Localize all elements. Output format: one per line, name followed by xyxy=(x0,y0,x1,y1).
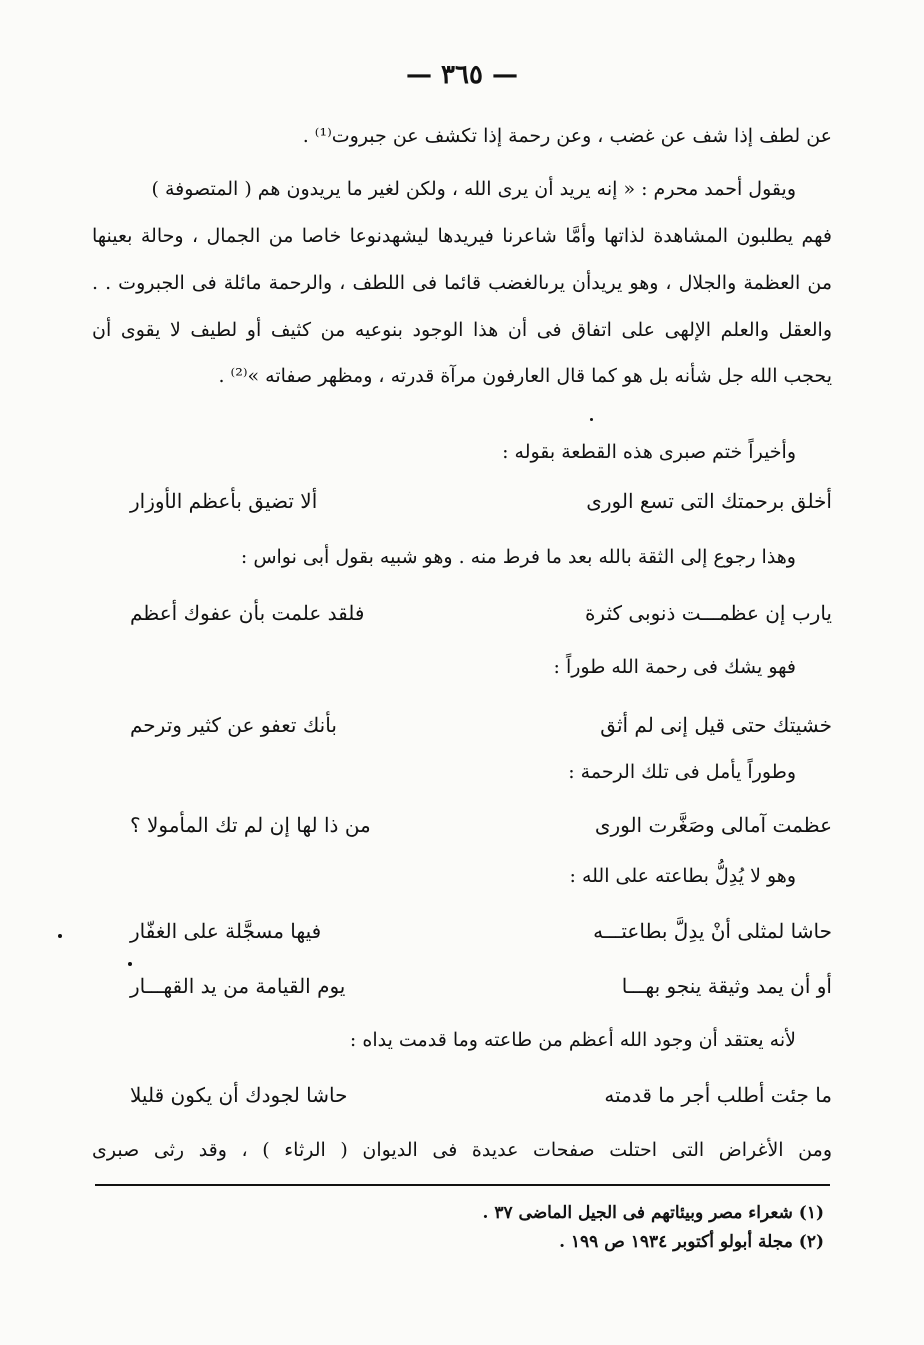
verse-second-hemistich: من ذا لها إن لم تك المأمولا ؟ xyxy=(130,813,371,837)
paragraph-line: ويقول أحمد محرم : « إنه يريد أن يرى الله ، ولكن لغير ما يريدون هم ( المتصوفة ) xyxy=(151,178,796,200)
verse-first-hemistich: حاشا لمثلى أنْ يدِلَّ بطاعتـــه xyxy=(593,919,832,943)
poem-verse xyxy=(130,484,832,518)
verse-intro: وهو لا يُدِلُّ بطاعته على الله : xyxy=(569,865,796,887)
verse-intro: وأخيراً ختم صبرى هذه القطعة بقوله : xyxy=(502,441,796,463)
paragraph-line: ومن الأغراض التى احتلت صفحات عديدة فى الديوان ( الرثاء ) ، وقد رثى صبرى xyxy=(92,1139,832,1161)
poem-verse xyxy=(130,969,832,1003)
paragraph-line: من العظمة والجلال ، وهو يريدأن يرىالغضب قائما فى اللطف ، والرحمة مائلة فى الجبروت . . xyxy=(92,272,832,294)
verse-first-hemistich: خشيتك حتى قيل إنى لم أثق xyxy=(600,713,832,737)
poem-verse xyxy=(130,596,832,630)
verse-second-hemistich: بأنك تعفو عن كثير وترحم xyxy=(130,713,337,737)
print-speck xyxy=(590,418,593,421)
verse-intro: وطوراً يأمل فى تلك الرحمة : xyxy=(568,761,796,783)
verse-intro: فهو يشك فى رحمة الله طوراً : xyxy=(553,656,796,678)
page-number: — ٣٦٥ — xyxy=(405,60,519,90)
footnote-divider xyxy=(95,1184,830,1186)
print-speck xyxy=(58,934,62,938)
verse-first-hemistich: أخلق برحمتك التى تسع الورى xyxy=(586,489,832,513)
footnote: (٢) مجلة أبولو أكتوبر ١٩٣٤ ص ١٩٩ . xyxy=(559,1232,824,1252)
poem-verse xyxy=(130,808,832,842)
verse-second-hemistich: يوم القيامة من يد القهـــار xyxy=(130,974,346,998)
footnote: (١) شعراء مصر وبيئاتهم فى الجيل الماضى ٣٧ . xyxy=(482,1203,824,1223)
verse-second-hemistich: ألا تضيق بأعظم الأوزار xyxy=(130,489,318,513)
poem-verse xyxy=(130,914,832,948)
verse-second-hemistich: فيها مسجَّلة على الغفّار xyxy=(130,919,322,943)
verse-first-hemistich: ما جئت أطلب أجر ما قدمته xyxy=(604,1083,832,1107)
paragraph-line: فهم يطلبون المشاهدة لذاتها وأمَّا شاعرنا فيريدها ليشهدنوعا خاصا من الجمال ، وحالة بعينها xyxy=(92,225,832,247)
poem-verse xyxy=(130,1078,832,1112)
verse-second-hemistich: فلقد علمت بأن عفوك أعظم xyxy=(130,601,365,625)
verse-first-hemistich: عظمت آمالى وصَغَّرت الورى xyxy=(594,813,832,837)
verse-first-hemistich: يارب إن عظمـــت ذنوبى كثرة xyxy=(584,601,832,625)
print-speck xyxy=(128,962,132,966)
paragraph-line: عن لطف إذا شف عن غضب ، وعن رحمة إذا تكشف عن جبروت⁽¹⁾ . xyxy=(302,125,832,147)
poem-verse xyxy=(130,708,832,742)
paragraph-line: يحجب الله جل شأنه بل هو كما قال العارفون مرآة قدرته ، ومظهر صفاته »⁽²⁾ . xyxy=(218,365,832,387)
verse-intro: لأنه يعتقد أن وجود الله أعظم من طاعته وما قدمت يداه : xyxy=(349,1029,796,1051)
paragraph-line: والعقل والعلم الإلهى على اتفاق فى أن هذا الوجود بنوعيه من كثيف أو لطيف لا يقوى أن xyxy=(92,319,832,341)
verse-intro: وهذا رجوع إلى الثقة بالله بعد ما فرط منه . وهو شبيه بقول أبى نواس : xyxy=(240,546,796,568)
verse-second-hemistich: حاشا لجودك أن يكون قليلا xyxy=(130,1083,348,1107)
verse-first-hemistich: أو أن يمد وثيقة ينجو بهـــا xyxy=(621,974,832,998)
